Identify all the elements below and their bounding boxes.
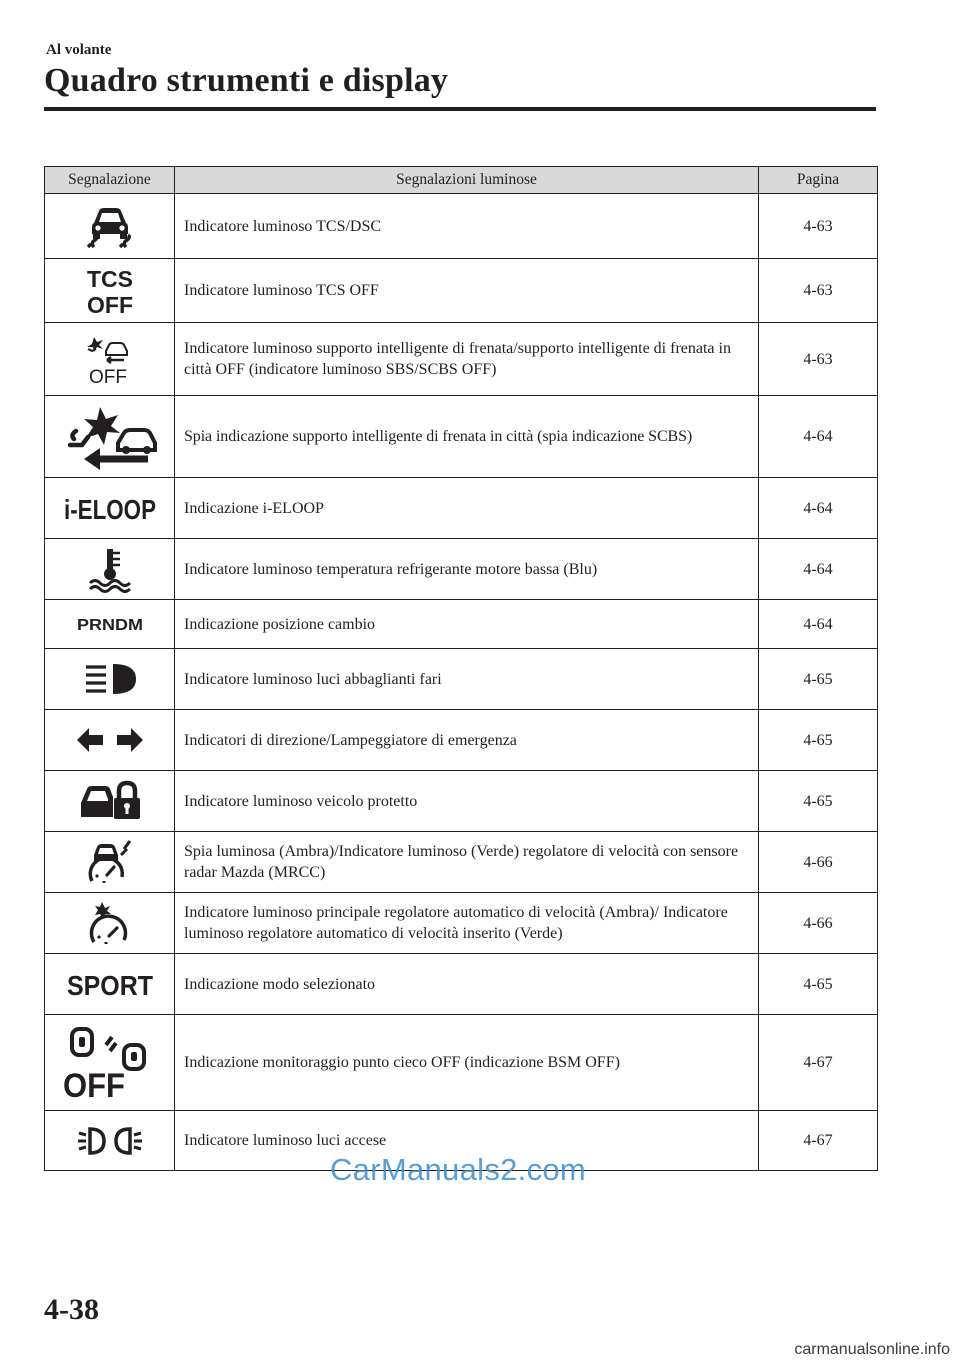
icon-cell	[45, 323, 175, 396]
table-row	[45, 478, 878, 539]
page-title: Quadro strumenti e display	[44, 62, 449, 99]
column-header-page: Pagina	[759, 167, 878, 194]
tcs-dsc-skid-icon	[80, 203, 140, 249]
row-description: Indicatore luminoso TCS OFF	[175, 259, 759, 323]
table-row	[45, 539, 878, 600]
table-row	[45, 1015, 878, 1111]
row-page: 4-64	[759, 396, 878, 478]
lights-on-icon	[75, 1126, 145, 1156]
off-label: OFF	[86, 291, 133, 318]
table-row	[45, 194, 878, 259]
icon-cell	[45, 893, 175, 954]
tcs-label: TCS	[86, 265, 133, 292]
icon-cell	[45, 832, 175, 893]
row-page: 4-63	[759, 259, 878, 323]
turn-signal-icon	[75, 725, 145, 755]
off-label: OFF	[62, 1066, 125, 1105]
row-description: Indicatore luminoso veicolo protetto	[175, 771, 759, 832]
icon-cell	[45, 600, 175, 649]
mrcc-icon	[80, 839, 140, 885]
row-description: Indicazione posizione cambio	[175, 600, 759, 649]
table-row	[45, 649, 878, 710]
row-description: Indicatori di direzione/Lampeggiatore di emergenza	[175, 710, 759, 771]
cruise-control-icon	[80, 900, 140, 946]
i-eloop-icon	[60, 490, 160, 526]
row-description: Indicatore luminoso luci abbaglianti fari	[175, 649, 759, 710]
icon-cell	[45, 396, 175, 478]
table-row	[45, 259, 878, 323]
row-description: Indicazione i-ELOOP	[175, 478, 759, 539]
sport-label: SPORT	[66, 970, 153, 1001]
icon-cell	[45, 649, 175, 710]
table-row	[45, 710, 878, 771]
column-header-signal: Segnalazione	[45, 167, 175, 194]
row-description: Indicatore luminoso TCS/DSC	[175, 194, 759, 259]
i-eloop-label: i-ELOOP	[63, 494, 156, 525]
security-lock-icon	[75, 779, 145, 823]
footer-site-link[interactable]: carmanualsonline.info	[794, 1341, 950, 1358]
column-header-description: Segnalazioni luminose	[175, 167, 759, 194]
row-page: 4-63	[759, 323, 878, 396]
table-header-row	[45, 167, 878, 194]
icon-cell	[45, 259, 175, 323]
icon-cell	[45, 478, 175, 539]
watermark: CarManuals2.com	[330, 1152, 587, 1187]
coolant-temperature-icon	[80, 547, 140, 591]
icon-cell	[45, 710, 175, 771]
icon-cell	[45, 1111, 175, 1171]
indicator-table	[44, 166, 878, 1171]
row-page: 4-66	[759, 893, 878, 954]
title-rule	[44, 107, 876, 111]
tcs-off-icon	[80, 265, 140, 317]
table-row	[45, 600, 878, 649]
gear-position-icon	[70, 613, 150, 635]
icon-cell	[45, 194, 175, 259]
sbs-scbs-off-icon	[80, 333, 140, 388]
row-page: 4-65	[759, 954, 878, 1015]
section-label: Al volante	[46, 42, 112, 58]
icon-cell	[45, 539, 175, 600]
row-page: 4-67	[759, 1111, 878, 1171]
row-page: 4-65	[759, 710, 878, 771]
scbs-icon	[60, 405, 160, 469]
row-description: Spia luminosa (Ambra)/Indicatore luminoso (Verde) regolatore di velocità con sensore radar Mazda (MRCC)	[175, 832, 759, 893]
table-row	[45, 832, 878, 893]
row-page: 4-65	[759, 771, 878, 832]
bsm-off-icon	[60, 1025, 160, 1105]
row-page: 4-64	[759, 600, 878, 649]
sport-mode-icon	[60, 966, 160, 1002]
page-number: 4-38	[44, 1293, 99, 1326]
row-description: Indicatore luminoso luci accese	[175, 1111, 759, 1171]
row-page: 4-66	[759, 832, 878, 893]
table-row	[45, 323, 878, 396]
row-page: 4-67	[759, 1015, 878, 1111]
row-page: 4-64	[759, 478, 878, 539]
icon-cell	[45, 954, 175, 1015]
row-page: 4-64	[759, 539, 878, 600]
table-row	[45, 954, 878, 1015]
row-description: Indicazione monitoraggio punto cieco OFF (indicazione BSM OFF)	[175, 1015, 759, 1111]
icon-cell	[45, 771, 175, 832]
row-page: 4-65	[759, 649, 878, 710]
table-row	[45, 893, 878, 954]
icon-cell	[45, 1015, 175, 1111]
table-row	[45, 771, 878, 832]
row-description: Indicazione modo selezionato	[175, 954, 759, 1015]
row-description: Indicatore luminoso supporto intelligente di frenata/supporto intelligente di frenata in città OFF (indicatore luminoso SBS/SCBS OFF)	[175, 323, 759, 396]
row-description: Indicatore luminoso principale regolatore automatico di velocità (Ambra)/ Indicatore luminoso regolatore automatico di velocità inserito (Verde)	[175, 893, 759, 954]
prndm-label: PRNDM	[76, 617, 143, 634]
row-description: Indicatore luminoso temperatura refrigerante motore bassa (Blu)	[175, 539, 759, 600]
row-page: 4-63	[759, 194, 878, 259]
high-beam-icon	[80, 659, 140, 699]
table-row	[45, 396, 878, 478]
row-description: Spia indicazione supporto intelligente di frenata in città (spia indicazione SCBS)	[175, 396, 759, 478]
off-label: OFF	[88, 367, 127, 388]
